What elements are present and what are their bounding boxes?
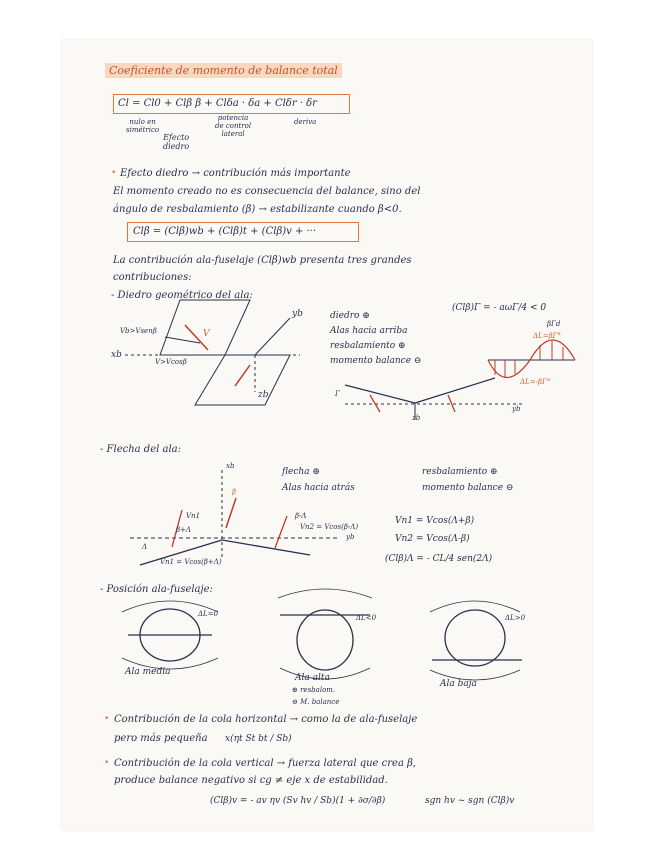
lbl-vcos: V>Vcosβ [155,358,187,366]
htail-factor: x(ηt St bt / Sb) [225,734,292,744]
dl-high: ΔL<0 [356,614,377,622]
dl-mid: ΔL=0 [198,610,219,618]
high-note-1: ⊕ resbalom. [292,686,336,694]
lbl-pl: β+Λ [176,526,191,534]
sweep-eq-2: Vn2 = Vcos(Λ-β) [395,534,470,544]
fuselage-low [445,610,505,666]
dihedral-title: - Diedro geométrico del ala: [111,290,253,301]
sweep-note-1: flecha ⊕ [282,467,320,477]
diedro-line: Efecto diedro → contribución más importante [120,168,351,179]
vtail-line-1: Contribución de la cola vertical → fuerza lateral que crea β, [114,758,417,769]
lbl-dl-a: ΔL=βΓ° [533,332,561,340]
lbl-vn-left: Vn1 = Vcos(β+Λ) [160,558,222,566]
lbl-vn: Vn1 [186,512,201,520]
case-high-name: Ala alta [295,673,330,683]
sweep-formula: (Clβ)Λ = - CL/4 sen(2Λ) [385,554,493,564]
lbl-gamma: Γ [335,390,340,398]
lbl-zb: zb [258,390,269,400]
main-equation: Cl = Cl0 + Clβ β + Clδa · δa + Clδr · δr [118,98,317,109]
moment-line-2: ángulo de resbalamiento (β) → estabilizante cuando β<0. [113,204,402,215]
lbl-dl-b: ΔL=-βΓ° [520,378,551,386]
wingfus-line-1: La contribución ala-fuselaje (Clβ)wb presenta tres grandes [113,255,412,266]
vtail-formula: (Clβ)v = - av ηv (Sv hv / Sb)(1 + ∂σ/∂β) [210,796,386,806]
sweep-note-2: Alas hacia atrás [282,483,355,493]
dihedral-formula: (Clβ)Γ = - aωΓ/4 < 0 [452,303,547,313]
lbl-sweep-beta: β [232,488,237,496]
sweep-note-4: momento balance ⊖ [422,483,514,493]
sweep-title: - Flecha del ala: [100,444,181,455]
lbl-bold: βΓd [547,320,561,328]
note-clr: deriva [294,118,317,126]
lbl-sweep-yb: yb [346,533,355,541]
wingfus-line-2: contribuciones: [113,272,192,283]
dl-low: ΔL>0 [505,614,526,622]
lbl-sweep-xb: xb [226,462,235,470]
streamline-high-top [278,589,372,598]
lbl-zb2: zb [412,414,421,422]
case-mid-name: Ala media [125,667,171,677]
case-low-name: Ala baja [440,679,477,689]
lbl-yb2: yb [512,405,521,413]
clb-sum: Clβ = (Clβ)wb + (Clβ)t + (Clβ)v + ··· [133,226,317,237]
vtail-sign: sgn hv ~ sgn (Clβ)v [425,796,515,806]
note-clb: Efecto diedro [163,133,190,151]
htail-line-2: pero más pequeña [114,733,208,744]
high-note-2: ⊖ M. balance [292,698,340,706]
dihedral-note-3: resbalamiento ⊕ [330,341,406,351]
note-cl0: nulo en simétrico [126,118,160,134]
page-title: Coeficiente de momento de balance total [105,63,342,78]
sweep-note-3: resbalamiento ⊕ [422,467,498,477]
dihedral-note-1: diedro ⊕ [330,311,370,321]
moment-line-1: El momento creado no es consecuencia del balance, sino del [113,186,421,197]
lbl-sweep-lambda: Λ [142,543,148,551]
bullet-dot: • [111,168,117,178]
fuselage-high [297,610,353,670]
lbl-bl: β-Λ [295,512,307,520]
position-title: - Posición ala-fuselaje: [100,584,213,595]
lbl-yb: yb [292,309,303,319]
lbl-v: V [203,329,210,339]
dihedral-note-2: Alas hacia arriba [330,326,408,336]
dihedral-note-4: momento balance ⊖ [330,356,422,366]
bullet-dot: • [104,758,110,768]
lbl-xb: xb [111,350,122,360]
bullet-dot: • [104,714,110,724]
lbl-vsin: Vb>Vsenβ [120,327,157,335]
sweep-eq-1: Vn1 = Vcos(Λ+β) [395,516,475,526]
note-cla: potencia de control lateral [215,114,252,138]
lbl-vn-right: Vn2 = Vcos(β-Λ) [300,523,359,531]
htail-line-1: Contribución de la cola horizontal → como la de ala-fuselaje [114,714,418,725]
vtail-line-2: produce balance negativo si cg ≠ eje x de estabilidad. [114,775,388,786]
